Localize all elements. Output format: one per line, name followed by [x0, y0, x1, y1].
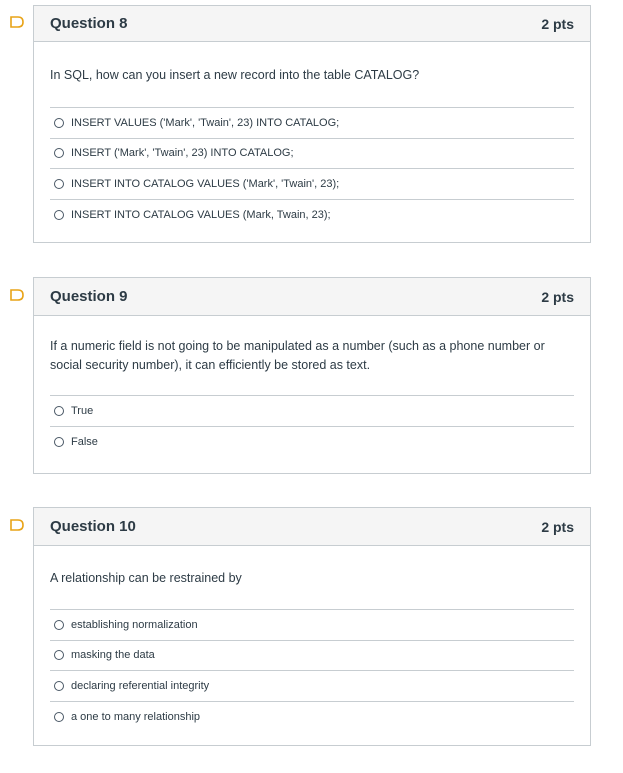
radio-button[interactable]: [54, 118, 64, 128]
answer-label: masking the data: [71, 649, 155, 662]
answer-option[interactable]: [50, 169, 574, 200]
answer-option[interactable]: [50, 427, 574, 458]
radio-button[interactable]: [54, 681, 64, 691]
radio-button[interactable]: [54, 210, 64, 220]
answer-option[interactable]: [50, 108, 574, 139]
radio-button[interactable]: [54, 712, 64, 722]
answer-list: [50, 107, 574, 230]
question-10: [33, 507, 591, 746]
question-8: [33, 5, 591, 243]
question-text: In SQL, how can you insert a new record into the table CATALOG?: [50, 68, 420, 82]
question-points: 2 pts: [541, 288, 574, 305]
answer-label: INSERT ('Mark', 'Twain', 23) INTO CATALOG;: [71, 147, 294, 160]
answer-option[interactable]: [50, 139, 574, 170]
question-title: Question 10: [50, 518, 136, 535]
flag-question-icon[interactable]: [10, 289, 24, 301]
question-text: A relationship can be restrained by: [50, 571, 242, 585]
answer-label: INSERT VALUES ('Mark', 'Twain', 23) INTO CATALOG;: [71, 116, 340, 129]
answer-list: [50, 609, 574, 732]
radio-button[interactable]: [54, 620, 64, 630]
answer-option[interactable]: [50, 396, 574, 427]
answer-label: INSERT INTO CATALOG VALUES ('Mark', 'Twain', 23);: [71, 177, 340, 190]
radio-button[interactable]: [54, 406, 64, 416]
flag-question-icon[interactable]: [10, 16, 24, 28]
radio-button[interactable]: [54, 179, 64, 189]
answer-label: True: [71, 404, 94, 417]
answer-label: a one to many relationship: [71, 710, 201, 723]
question-header: [34, 6, 590, 42]
question-points: 2 pts: [541, 518, 574, 535]
question-header: [34, 508, 590, 546]
question-9: [33, 277, 591, 474]
answer-option[interactable]: [50, 641, 574, 672]
answer-option[interactable]: [50, 610, 574, 641]
answer-label: False: [71, 435, 98, 448]
radio-button[interactable]: [54, 437, 64, 447]
question-header: [34, 278, 590, 316]
question-title: Question 8: [50, 15, 128, 32]
flag-question-icon[interactable]: [10, 519, 24, 531]
answer-option[interactable]: [50, 702, 574, 733]
answer-option[interactable]: [50, 671, 574, 702]
radio-button[interactable]: [54, 650, 64, 660]
answer-label: establishing normalization: [71, 618, 198, 631]
answer-label: INSERT INTO CATALOG VALUES (Mark, Twain, 23);: [71, 208, 331, 221]
answer-option[interactable]: [50, 200, 574, 231]
question-title: Question 9: [50, 288, 128, 305]
question-text: If a numeric field is not going to be manipulated as a number (such as a phone number or social security number), it can efficiently be stored as text.: [50, 339, 545, 372]
answer-list: [50, 395, 574, 457]
radio-button[interactable]: [54, 148, 64, 158]
question-points: 2 pts: [541, 15, 574, 32]
answer-label: declaring referential integrity: [71, 679, 210, 692]
